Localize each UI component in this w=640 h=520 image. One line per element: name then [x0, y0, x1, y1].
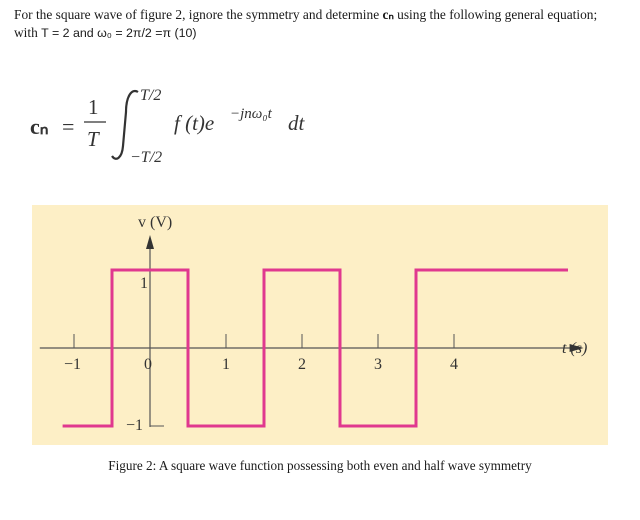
fourier-coefficient-formula [22, 78, 342, 168]
problem-intro-continued: using the following general equation; with [14, 7, 598, 40]
x-tick-label: −1 [64, 356, 82, 373]
y-axis-arrow-icon [146, 235, 154, 249]
formula-lhs: cₙ [30, 114, 49, 139]
problem-intro: For the square wave of figure 2, ignore the symmetry and determine [14, 7, 383, 22]
y-axis-label: v (V) [138, 214, 173, 231]
x-tick-label: 3 [374, 356, 382, 373]
x-axis-label: t (s) [562, 340, 588, 357]
figure-caption: Figure 2: A square wave function possessing both even and half wave symmetry [108, 458, 532, 473]
formula-upper-limit: T/2 [140, 87, 162, 104]
formula-svg [22, 78, 342, 168]
plot-ticks [64, 270, 458, 434]
y-tick-label: 1 [140, 275, 148, 292]
x-tick-label: 4 [450, 356, 458, 373]
formula-integrand: f (t)e [174, 111, 215, 135]
plot-axes [40, 235, 584, 427]
formula-denominator: T [87, 127, 99, 151]
formula-dt: dt [288, 111, 305, 135]
square-wave-plot [32, 205, 608, 445]
problem-statement [14, 6, 624, 42]
x-tick-label: 2 [298, 356, 306, 373]
x-tick-label: 0 [144, 356, 152, 373]
problem-cn-symbol: cₙ [382, 7, 394, 22]
x-tick-label: 1 [222, 356, 230, 373]
formula-numerator: 1 [88, 95, 99, 119]
y-tick-label: −1 [126, 417, 144, 434]
square-wave-figure [32, 205, 608, 445]
formula-lower-limit: −T/2 [130, 149, 163, 166]
formula-equals: = [62, 114, 75, 139]
formula-exponent: −jnω₀t [230, 106, 272, 122]
problem-parameters: T = 2 and ω₀ = 2π/2 =π (10) [41, 26, 197, 40]
